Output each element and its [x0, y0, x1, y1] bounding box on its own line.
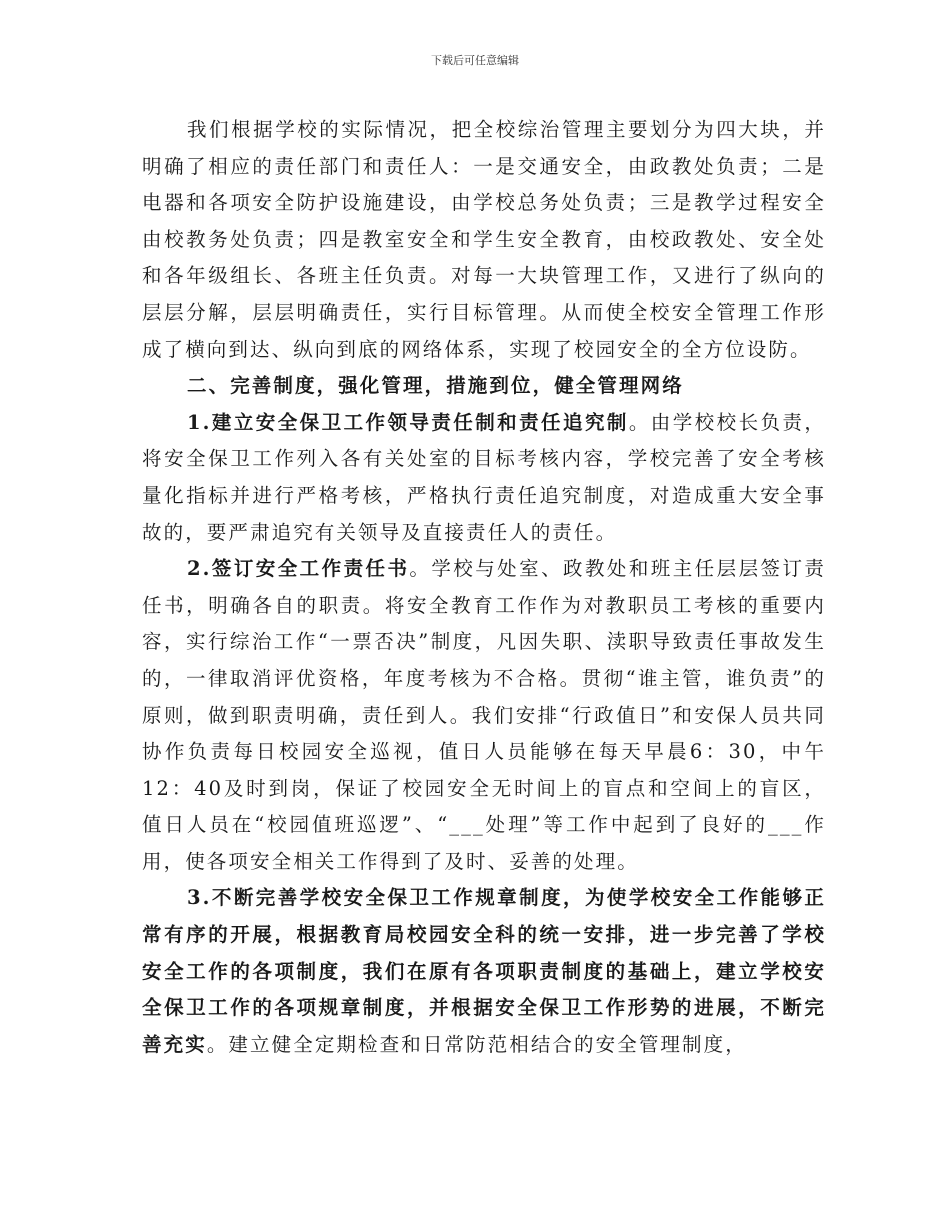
item-3-body: 。建立健全定期检查和日常防范相结合的安全管理制度， [206, 1032, 747, 1056]
item-1-title: 1.建立安全保卫工作领导责任制和责任追究制 [187, 410, 629, 434]
document-body [142, 112, 826, 1063]
paragraph-item-1 [142, 405, 826, 551]
page-header-note: 下载后可任意编辑 [431, 54, 519, 67]
paragraph-item-3 [142, 880, 826, 1063]
paragraph-item-2 [142, 551, 826, 880]
section-heading-2: 二、完善制度，强化管理，措施到位，健全管理网络 [187, 374, 684, 398]
item-2-body: 。学校与处室、政教处和班主任层层签订责任书，明确各自的职责。将安全教育工作作为对教职员工考核的重要内容，实行综治工作“一票否决”制度，凡因失职、渎职导致责任事故发生的，一律取消评优资格，年度考核为不合格。贯彻“谁主管，谁负责”的原则，做到职责明确，责任到人。我们安排“行政值日”和安保人员共同协作负责每日校园安全巡视，值日人员能够在每天早晨6：30，中午12：40及时到岗，保证了校园安全无时间上的盲点和空间上的盲区，值日人员在“校园值班巡逻”、“___处理”等工作中起到了良好的___作用，使各项安全相关工作得到了及时、妥善的处理。 [142, 557, 826, 873]
paragraph-management-division: 我们根据学校的实际情况，把全校综治管理主要划分为四大块，并明确了相应的责任部门和责任人：一是交通安全，由政教处负责；二是电器和各项安全防护设施建设，由学校总务处负责；三是教学过程安全由校教务处负责；四是教室安全和学生安全教育，由校政教处、安全处和各年级组长、各班主任负责。对每一大块管理工作，又进行了纵向的层层分解，层层明确责任，实行目标管理。从而使全校安全管理工作形成了横向到达、纵向到底的网络体系，实现了校园安全的全方位设防。 [142, 118, 826, 361]
item-1-body: 。由学校校长负责，将安全保卫工作列入各有关处室的目标考核内容，学校完善了安全考核量化指标并进行严格考核，严格执行责任追究制度，对造成重大安全事故的，要严肃追究有关领导及直接责任人的责任。 [142, 410, 826, 544]
item-3-title: 3.不断完善学校安全保卫工作规章制度，为使学校安全工作能够正常有序的开展，根据教育局校园安全科的统一安排，进一步完善了学校安全工作的各项制度，我们在原有各项职责制度的基础上，建立学校安全保卫工作的各项规章制度，并根据安全保卫工作形势的进展，不断完善充实 [142, 886, 826, 1056]
item-2-title: 2.签订安全工作责任书 [187, 557, 410, 581]
